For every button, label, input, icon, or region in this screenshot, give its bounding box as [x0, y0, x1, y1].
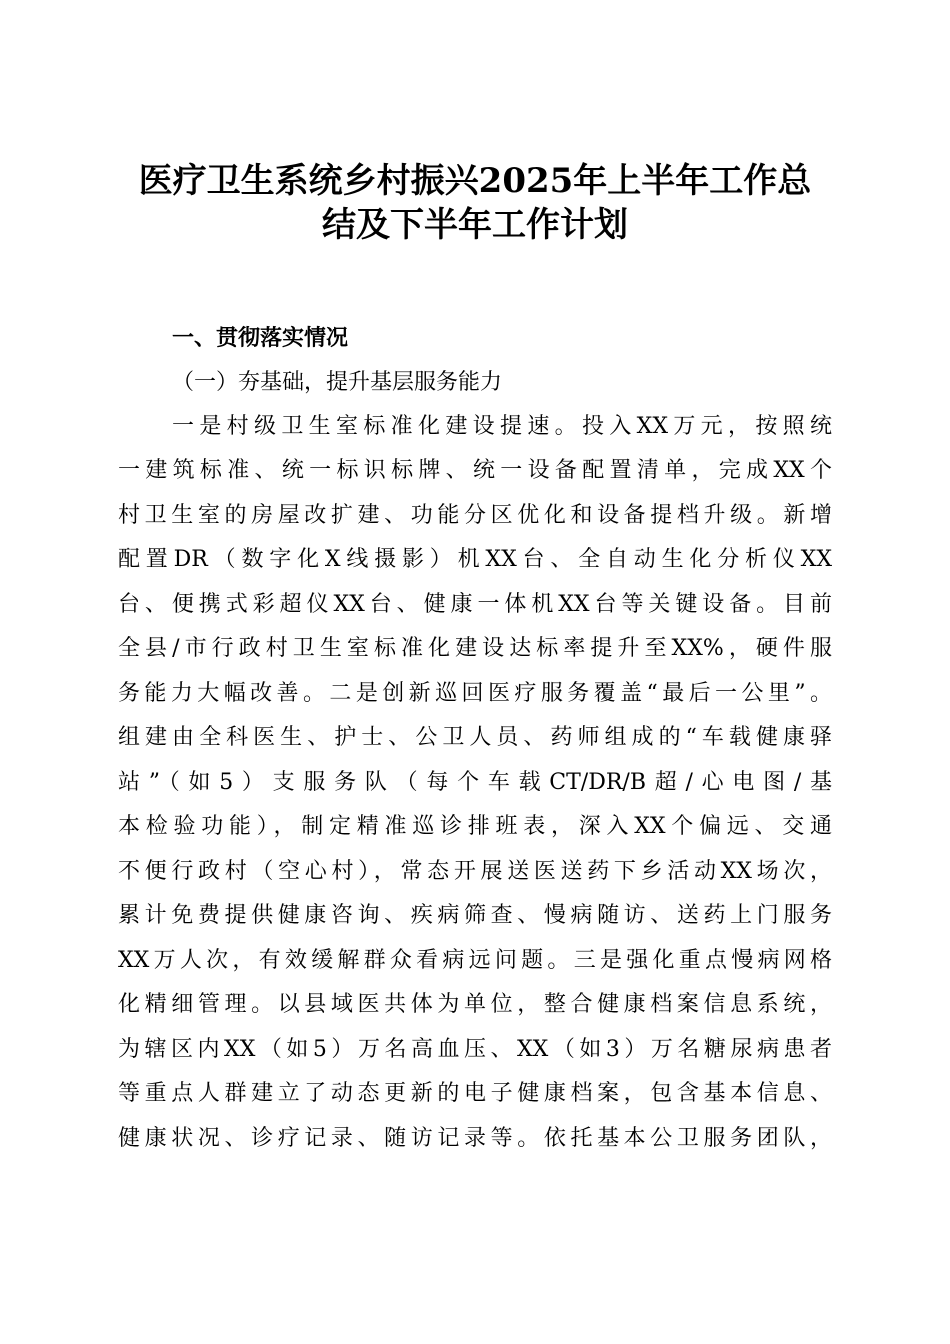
paragraph-line: 一建筑标准、统一标识标牌、统一设备配置清单，完成XX个 [118, 458, 832, 483]
paragraph-line: XX万人次，有效缓解群众看病远问题。三是强化重点慢病网格 [118, 948, 832, 973]
paragraph-line: 一是村级卫生室标准化建设提速。投入XX万元，按照统 [172, 414, 832, 439]
paragraph-line: 全县/市行政村卫生室标准化建设达标率提升至XX%，硬件服 [118, 636, 832, 661]
paragraph-line: 等重点人群建立了动态更新的电子健康档案，包含基本信息、 [118, 1081, 832, 1106]
paragraph-line: 配置DR（数字化X线摄影）机XX台、全自动生化分析仪XX [118, 547, 832, 572]
paragraph-line: 累计免费提供健康咨询、疾病筛查、慢病随访、送药上门服务 [118, 903, 832, 928]
subsection-heading: （一）夯基础，提升基层服务能力 [172, 370, 503, 395]
paragraph-line: 本检验功能），制定精准巡诊排班表，深入XX个偏远、交通 [118, 814, 832, 839]
document-title-line-2: 结及下半年工作计划 [322, 205, 628, 245]
section-heading: 一、贯彻落实情况 [172, 326, 349, 351]
paragraph-line: 务能力大幅改善。二是创新巡回医疗服务覆盖“最后一公里”。 [118, 681, 832, 706]
paragraph-line: 为辖区内XX（如5）万名高血压、XX（如3）万名糖尿病患者 [118, 1037, 832, 1062]
paragraph-line: 组建由全科医生、护士、公卫人员、药师组成的“车载健康驿 [118, 725, 832, 750]
paragraph-line: 化精细管理。以县域医共体为单位，整合健康档案信息系统， [118, 992, 832, 1017]
paragraph-line: 村卫生室的房屋改扩建、功能分区优化和设备提档升级。新增 [118, 503, 832, 528]
paragraph-line: 不便行政村（空心村），常态开展送医送药下乡活动XX场次， [118, 859, 832, 884]
paragraph-line: 站”（如5）支服务队（每个车载CT/DR/B超/心电图/基 [118, 770, 832, 795]
paragraph-line: 健康状况、诊疗记录、随访记录等。依托基本公卫服务团队， [118, 1126, 832, 1151]
paragraph-line: 台、便携式彩超仪XX台、健康一体机XX台等关键设备。目前 [118, 592, 832, 617]
document-title-line-1: 医疗卫生系统乡村振兴2025年上半年工作总 [138, 161, 812, 201]
